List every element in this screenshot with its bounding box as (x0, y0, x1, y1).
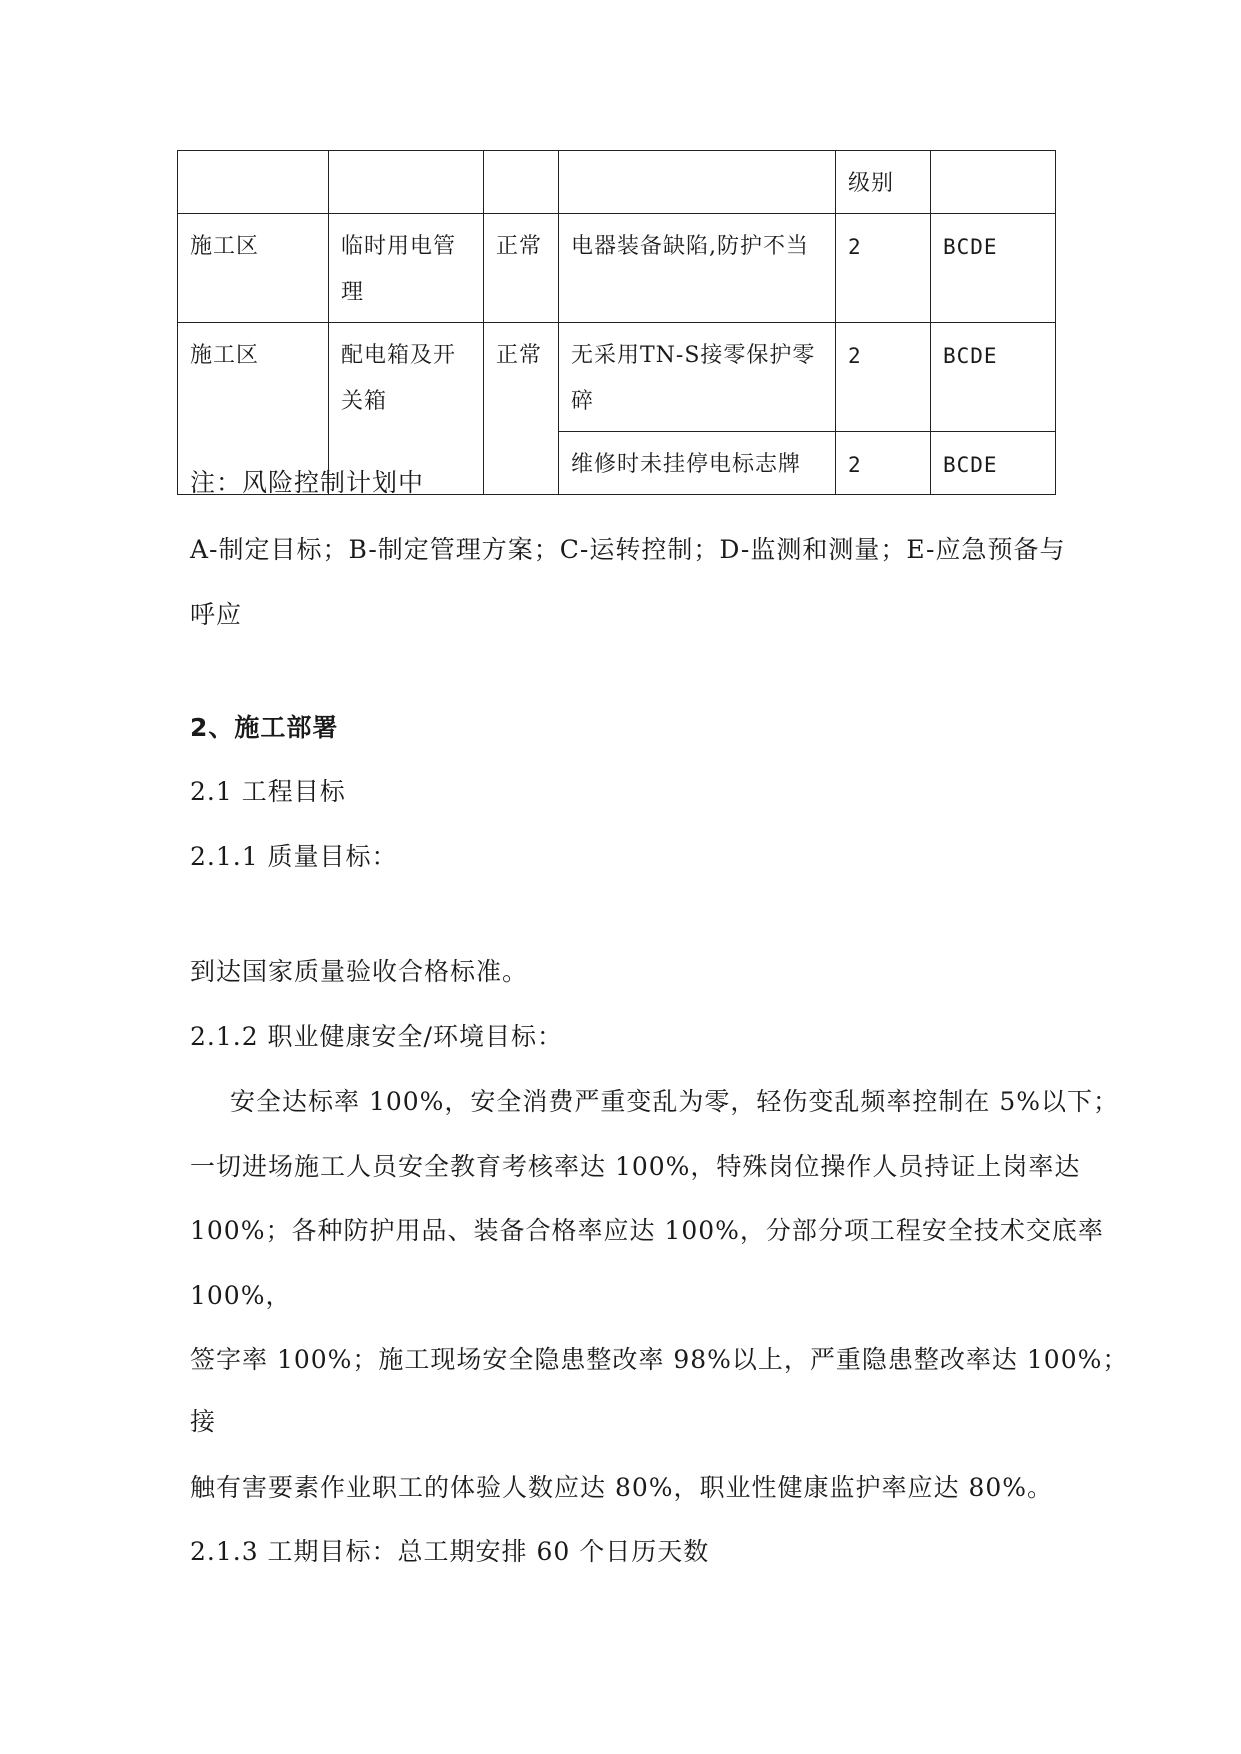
table-cell-level-header: 级别 (836, 151, 931, 214)
level-cell: 2 (836, 214, 931, 323)
paragraph-line: 接 (190, 1407, 217, 1436)
table-cell (178, 151, 329, 214)
hazard-cell: 维修时未挂停电标志牌 (559, 432, 836, 495)
paragraph-line: 100%；各种防护用品、装备合格率应达 100%，分部分项工程安全技术交底率 (190, 1216, 1104, 1245)
control-cell: BCDE (931, 214, 1056, 323)
paragraph-line: 安全达标率 100%，安全消费严重变乱为零，轻伤变乱频率控制在 5%以下； (230, 1087, 1120, 1116)
subsection-heading: 2.1.2 职业健康安全/环境目标： (190, 1022, 563, 1051)
control-cell: BCDE (931, 432, 1056, 495)
note-title: 注：风险控制计划中 (190, 468, 425, 497)
subsection-heading: 2.1.1 质量目标： (190, 842, 398, 871)
table-cell (484, 151, 559, 214)
activity-cell: 临时用电管理 (329, 214, 484, 323)
table-cell (329, 151, 484, 214)
area-cell: 施工区 (178, 323, 329, 495)
table-row (178, 323, 1056, 432)
level-cell: 2 (836, 323, 931, 432)
paragraph-line: 签字率 100%；施工现场安全隐患整改率 98%以上，严重隐患整改率达 100%； (190, 1345, 1129, 1374)
subsection-heading: 2.1 工程目标 (190, 777, 346, 806)
paragraph-line: 一切进场施工人员安全教育考核率达 100%，特殊岗位操作人员持证上岗率达 (190, 1152, 1081, 1181)
hazard-cell: 电器装备缺陷,防护不当 (559, 214, 836, 323)
section-heading: 2、施工部署 (190, 713, 339, 742)
control-cell: BCDE (931, 323, 1056, 432)
table-row (178, 214, 1056, 323)
hazard-cell: 无采用TN-S接零保护零碎 (559, 323, 836, 432)
state-cell: 正常 (484, 214, 559, 323)
paragraph-line: 触有害要素作业职工的体验人数应达 80%，职业性健康监护率应达 80%。 (190, 1473, 1054, 1502)
note-legend-line: 呼应 (190, 600, 243, 629)
table-row (178, 151, 1056, 214)
subsection-heading: 2.1.3 工期目标：总工期安排 60 个日历天数 (190, 1537, 710, 1566)
quality-target-text: 到达国家质量验收合格标准。 (190, 957, 529, 986)
activity-cell: 配电箱及开关箱 (329, 323, 484, 495)
risk-control-table (177, 150, 1056, 495)
table-cell (559, 151, 836, 214)
area-cell: 施工区 (178, 214, 329, 323)
note-legend-line: A-制定目标；B-制定管理方案；C-运转控制；D-监测和测量；E-应急预备与 (190, 535, 1066, 564)
table-cell (931, 151, 1056, 214)
state-cell: 正常 (484, 323, 559, 495)
paragraph-line: 100%， (190, 1281, 292, 1310)
level-cell: 2 (836, 432, 931, 495)
